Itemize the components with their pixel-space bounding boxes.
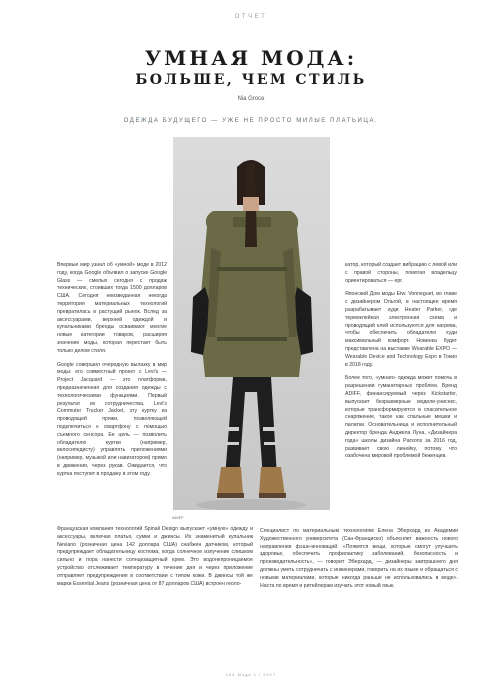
article-photo [173, 137, 330, 510]
page-title-line2: БОЛЬШЕ, ЧЕМ СТИЛЬ [135, 72, 367, 88]
page-footer: 104 Модa 1 / 2017 [225, 672, 277, 677]
article-column-bottom-right [260, 528, 458, 596]
article-column-bottom-left [57, 526, 253, 594]
paragraph: Впервые мир узнал об «умной» моде в 2012 году, когда Google объявил о запуске Google Glass — смелых сегодня с продаж технических, стоивших тогда 1500 долларов США. Сегодня неизведанная некогда территория материальных технологий превратилась в растущий рынок. Вслед за аксессуарами, верхней одеждой и купальниками бренды осваивают многие новые категории товаров, расширяя значение моды, которая перестает быть только делом стиля. [57, 262, 167, 354]
paragraph: Специалист по материальным технологиям Елена Эберхард из Академии Художественного университета (Сан-Франциско) объясняет важность нового направления фэшн-инноваций. «Появятся вещи, которые смогут улучшить здоровье, обеспечить профилактику заболеваний, безопасность и производительность», — говорит Эберхард, — дизайнеры завтрашнего дня должны уметь сотрудничать с инженерами, говорить на их языке и обращаться с новыми материалами, которые никогда раньше не использовались в моде». Наста по время и ритейлерам изучать этот новый язык. [260, 528, 458, 589]
section-label: ОТЧЕТ [234, 14, 268, 20]
paragraph: катор, который создает вибрацию с левой или с правой стороны, помогая владельцу ориентироваться — ерг. [345, 262, 457, 284]
paragraph: Google совершил очередную вылазку в мир моды: его совместный проект с Levi's — Project Jacquard — это платформа, предназначенная для создания одежды с технологическими функциями. Первый результат их сотрудничества, Levi's Commuter Trucker Jacket, эту куртку из проводящей пряжи, позволяющей подключиться к смартфону с помощью съемного сенсора. Ее цель — позволить обладателю куртки (например, велосипедисту) управлять приложениями (например, музыкой или навигатором) прямо в движении, через рукав. Ожидается, что куртка поступит в продажу в этом году. [57, 361, 167, 477]
paragraph: Более того, «умная» одежда может помочь в разрешении гуманитарных проблем. Бренд ADIFF, финансируемый через Kickstarter, выпускает безразмерные модели-унисекс, которые трансформируются в спасательное снаряжение, такое как спальные мешки и палатки. Основательница и исполнительный директор бренда Анджела Луна, «Дизайнера года» школы дизайна Parsons за 2016 год, развивает свою линейку, потому что озабочена мировой проблемой беженцев. [345, 375, 457, 460]
article-column-left [57, 262, 167, 485]
paragraph: Французская компания технологий Spinali Design выпускает «умную» одежду и аксессуары, включая платья, сумки и джинсы. Их знаменитый купальник Neviano (розничная цена 142 доллара США) снабжен датчиком, который предупреждает обладательницу костюма, когда солнечное излучение слишком сильно и пора нанести солнцезащитный крем. Это водонепроницаемое устройство отслеживает температуру в течение дня и через приложение отправляет предупреждения в соответствии с типом кожи. В джинсы той же марки Essential Jeans (розничная цена от 87 долларов США) встроен геоло- [57, 526, 253, 587]
fashion-model-illustration [173, 137, 330, 510]
author-byline: Nia Groce [237, 96, 265, 102]
paragraph: Японский Дом моды Etw. Vonneguet, во главе с дизайнером Ольгой, в настоящее время разрабатывает худи Heater Parker, где термоклейкая электронная схема и проводящий клей используются для нагрева, чтобы обеспечить обладателю худи максимальный комфорт. Новинка будет представлена на выставке Wearable EXPO — Wearable Device and Technology Expo в Токио в 2018 году. [345, 291, 457, 368]
page-title: УМНАЯ МОДА: [144, 46, 358, 70]
photo-credit: ADIFF [172, 515, 184, 520]
subtitle: ОДЕЖДА БУДУЩЕГО — УЖЕ НЕ ПРОСТО МИЛЫЕ ПЛАТЬИЦА. [123, 118, 379, 124]
article-column-right [345, 262, 457, 467]
